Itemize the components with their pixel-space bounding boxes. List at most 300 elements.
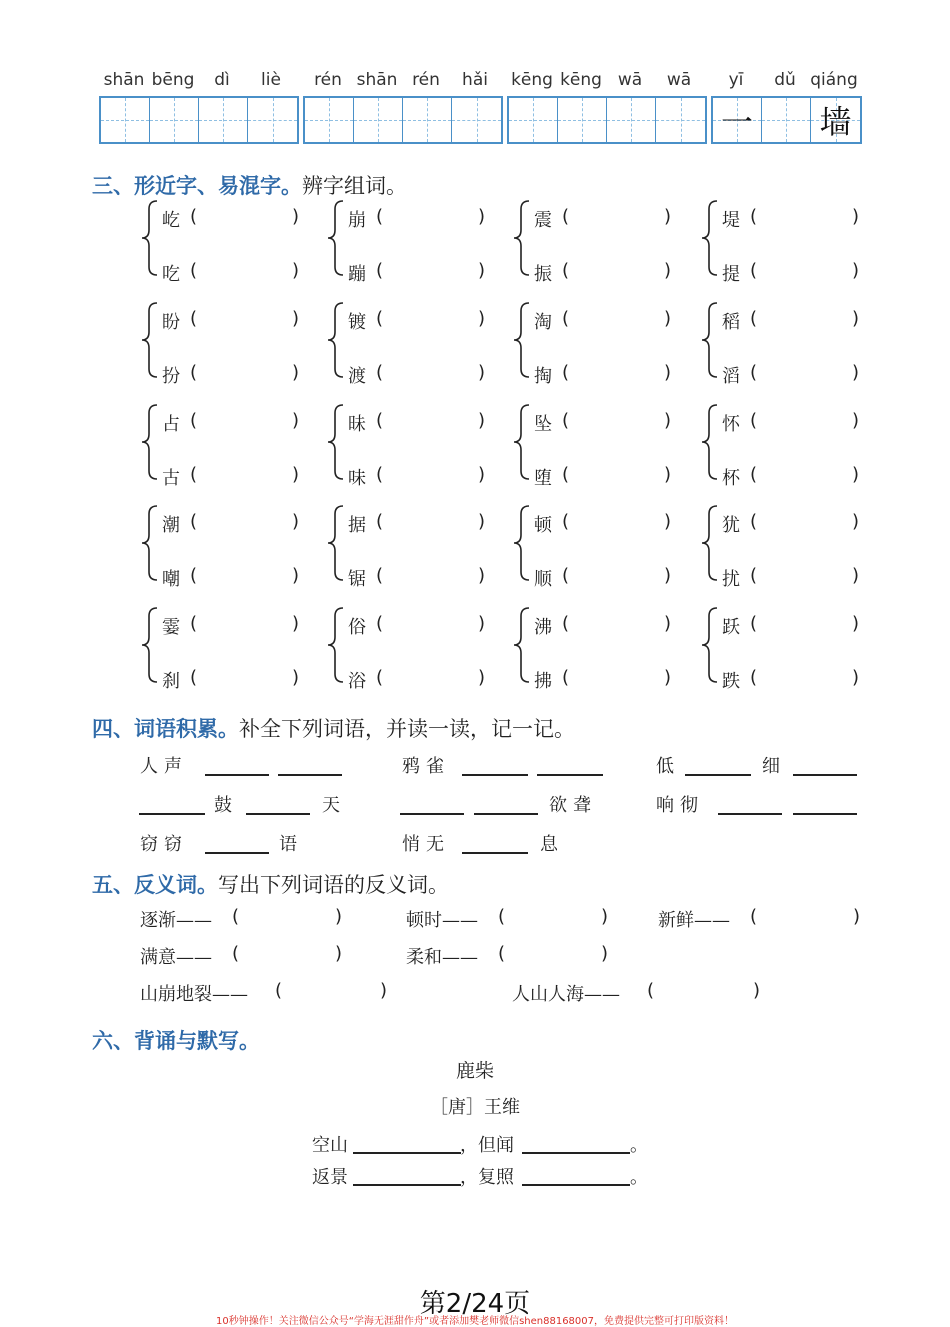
answer-space[interactable]: [762, 362, 852, 386]
char-word: 盼: [162, 312, 180, 333]
paren-close: ): [292, 511, 300, 532]
char-pair: [140, 613, 300, 692]
paren-open: (: [190, 667, 198, 688]
paren-open: (: [376, 667, 384, 688]
idiom-text: 鸦雀: [402, 756, 450, 777]
brace-icon: [700, 198, 718, 278]
paren-close: ): [478, 565, 486, 586]
char-pair: [140, 511, 300, 590]
answer-space[interactable]: [511, 941, 596, 967]
paren-open: (: [750, 206, 758, 227]
pinyin-label: dǔ: [774, 70, 796, 90]
answer-space[interactable]: [202, 565, 292, 589]
writing-grid: [711, 96, 862, 144]
char-word: 振: [534, 264, 552, 285]
paren-close: ): [478, 206, 486, 227]
paren-close: ): [664, 667, 672, 688]
char-word: 提: [722, 264, 740, 285]
char-word: 扰: [722, 569, 740, 590]
paren-open: (: [562, 511, 570, 532]
char-word: 淘: [534, 312, 552, 333]
paren-close: ): [664, 362, 672, 383]
answer-space[interactable]: [202, 308, 292, 332]
paren-close: ): [853, 906, 861, 927]
char-pair: [512, 511, 672, 590]
paren-close: ): [852, 613, 860, 634]
antonym-word: 逐渐——: [140, 910, 212, 931]
answer-blank[interactable]: [278, 774, 342, 776]
idiom-text: 低: [656, 756, 680, 777]
char-word: 怀: [722, 414, 740, 435]
answer-blank[interactable]: [205, 852, 269, 854]
brace-icon: [700, 503, 718, 583]
paren-open: (: [376, 362, 384, 383]
char-word: 占: [162, 414, 180, 435]
paren-close: ): [292, 410, 300, 431]
brace-icon: [512, 605, 530, 685]
answer-space[interactable]: [574, 362, 664, 386]
grid-cell[interactable]: [248, 98, 297, 142]
paren-close: ): [852, 565, 860, 586]
poem-line-mid: ，复照: [460, 1167, 514, 1188]
paren-close: ): [292, 464, 300, 485]
paren-open: (: [376, 308, 384, 329]
char-pair: [700, 308, 860, 387]
brace-icon: [512, 503, 530, 583]
paren-open: (: [647, 980, 655, 1001]
char-pair: [512, 613, 672, 692]
char-word: 霎: [162, 617, 180, 638]
paren-close: ): [664, 511, 672, 532]
brace-icon: [140, 198, 158, 278]
paren-open: (: [562, 308, 570, 329]
pinyin-label: rén: [314, 70, 342, 90]
char-pair: [700, 206, 860, 285]
char-word: 蹦: [348, 264, 366, 285]
char-word: 昧: [348, 414, 366, 435]
answer-space[interactable]: [511, 904, 596, 930]
answer-blank[interactable]: [522, 1152, 630, 1154]
answer-blank[interactable]: [522, 1184, 630, 1186]
paren-open: (: [376, 613, 384, 634]
paren-close: ): [664, 308, 672, 329]
answer-blank[interactable]: [246, 813, 310, 815]
answer-space[interactable]: [388, 308, 478, 332]
pinyin-label: wā: [666, 70, 692, 90]
paren-close: ): [664, 613, 672, 634]
paren-close: ): [852, 410, 860, 431]
answer-space[interactable]: [202, 362, 292, 386]
paren-open: (: [376, 511, 384, 532]
poem-line-mid: ，但闻: [460, 1135, 514, 1156]
answer-space[interactable]: [574, 613, 664, 637]
char-word: 味: [348, 468, 366, 489]
answer-space[interactable]: [762, 308, 852, 332]
char-word: 掏: [534, 366, 552, 387]
grid-cell[interactable]: [150, 98, 199, 142]
paren-close: ): [478, 511, 486, 532]
char-word: 稻: [722, 312, 740, 333]
paren-open: (: [498, 906, 506, 927]
paren-open: (: [562, 410, 570, 431]
grid-cell[interactable]: [199, 98, 248, 142]
paren-open: (: [562, 260, 570, 281]
char-pair: [326, 511, 486, 590]
paren-open: (: [562, 362, 570, 383]
pinyin-label: liè: [261, 70, 281, 90]
grid-cell[interactable]: [403, 98, 452, 142]
brace-icon: [140, 300, 158, 380]
char-pair: [140, 206, 300, 285]
idiom-text: 悄无: [402, 834, 450, 855]
char-word: 据: [348, 515, 366, 536]
char-pair: [700, 613, 860, 692]
char-word: 滔: [722, 366, 740, 387]
paren-open: (: [275, 980, 283, 1001]
paren-open: (: [750, 511, 758, 532]
grid-cell[interactable]: [305, 98, 354, 142]
poem-author: ［唐］王维: [430, 1097, 520, 1118]
paren-open: (: [562, 667, 570, 688]
antonym-word: 人山人海——: [512, 984, 620, 1005]
idiom-text: 人声: [140, 756, 188, 777]
pinyin-label: yī: [728, 70, 744, 90]
answer-blank[interactable]: [685, 774, 751, 776]
char-word: 镀: [348, 312, 366, 333]
answer-space[interactable]: [660, 978, 750, 1004]
idiom-text: 天: [322, 795, 346, 816]
paren-open: (: [190, 362, 198, 383]
paren-open: (: [376, 206, 384, 227]
answer-space[interactable]: [574, 308, 664, 332]
section-4-title: 四、词语积累。补全下列词语，并读一读，记一记。: [92, 717, 575, 741]
char-pair: [326, 308, 486, 387]
char-word: 坠: [534, 414, 552, 435]
char-word: 崩: [348, 210, 366, 231]
poem-line-start: 返景: [312, 1167, 348, 1188]
answer-space[interactable]: [574, 511, 664, 535]
char-pair: [326, 410, 486, 489]
paren-close: ): [478, 464, 486, 485]
paren-close: ): [335, 906, 343, 927]
answer-space[interactable]: [574, 260, 664, 284]
paren-open: (: [190, 206, 198, 227]
paren-open: (: [232, 906, 240, 927]
answer-space[interactable]: [202, 260, 292, 284]
answer-blank[interactable]: [400, 813, 464, 815]
answer-space[interactable]: [388, 511, 478, 535]
idiom-text: 鼓: [214, 795, 238, 816]
brace-icon: [326, 402, 344, 482]
pinyin-label: kēng: [511, 70, 553, 90]
paren-open: (: [376, 464, 384, 485]
paren-close: ): [478, 362, 486, 383]
paren-open: (: [232, 943, 240, 964]
paren-close: ): [664, 464, 672, 485]
brace-icon: [326, 198, 344, 278]
paren-close: ): [664, 410, 672, 431]
answer-space[interactable]: [763, 904, 848, 930]
grid-cell[interactable]: [452, 98, 501, 142]
paren-close: ): [852, 511, 860, 532]
paren-close: ): [753, 980, 761, 1001]
char-pair: [512, 410, 672, 489]
grid-cell[interactable]: [354, 98, 403, 142]
answer-blank[interactable]: [462, 852, 528, 854]
paren-open: (: [562, 565, 570, 586]
paren-close: ): [292, 613, 300, 634]
pinyin-label: dì: [214, 70, 230, 90]
answer-space[interactable]: [388, 206, 478, 230]
char-word: 犹: [722, 515, 740, 536]
paren-close: ): [478, 667, 486, 688]
paren-open: (: [376, 260, 384, 281]
pinyin-label: bēng: [151, 70, 195, 90]
paren-close: ): [664, 565, 672, 586]
paren-open: (: [190, 511, 198, 532]
brace-icon: [700, 605, 718, 685]
char-word: 跃: [722, 617, 740, 638]
answer-space[interactable]: [202, 206, 292, 230]
answer-space[interactable]: [202, 667, 292, 691]
paren-close: ): [664, 206, 672, 227]
paren-close: ): [292, 565, 300, 586]
answer-blank[interactable]: [793, 813, 857, 815]
answer-space[interactable]: [574, 667, 664, 691]
char-pair: [512, 308, 672, 387]
char-word: 嘲: [162, 569, 180, 590]
grid-cell[interactable]: [607, 98, 656, 142]
paren-open: (: [190, 410, 198, 431]
char-word: 顿: [534, 515, 552, 536]
paren-close: ): [852, 362, 860, 383]
grid-cell: 一: [713, 98, 762, 142]
brace-icon: [512, 402, 530, 482]
answer-space[interactable]: [762, 410, 852, 434]
poem-line-end: 。: [630, 1167, 648, 1188]
char-word: 跌: [722, 671, 740, 692]
brace-icon: [140, 503, 158, 583]
paren-open: (: [498, 943, 506, 964]
answer-space[interactable]: [762, 464, 852, 488]
poem-line-start: 空山: [312, 1135, 348, 1156]
answer-space[interactable]: [762, 565, 852, 589]
paren-close: ): [601, 906, 609, 927]
char-word: 屹: [162, 210, 180, 231]
paren-open: (: [750, 906, 758, 927]
paren-open: (: [750, 260, 758, 281]
paren-open: (: [562, 206, 570, 227]
brace-icon: [140, 605, 158, 685]
paren-close: ): [664, 260, 672, 281]
brace-icon: [700, 402, 718, 482]
answer-space[interactable]: [762, 260, 852, 284]
page-number: 第2/24页: [419, 1289, 531, 1319]
paren-close: ): [292, 308, 300, 329]
paren-close: ): [380, 980, 388, 1001]
char-word: 沸: [534, 617, 552, 638]
answer-blank[interactable]: [462, 774, 528, 776]
section-6-title: 六、背诵与默写。: [92, 1029, 260, 1053]
answer-space[interactable]: [388, 260, 478, 284]
paren-open: (: [562, 613, 570, 634]
answer-space[interactable]: [574, 410, 664, 434]
answer-space[interactable]: [202, 511, 292, 535]
antonym-word: 山崩地裂——: [140, 984, 248, 1005]
brace-icon: [326, 605, 344, 685]
brace-icon: [326, 300, 344, 380]
paren-close: ): [292, 667, 300, 688]
answer-space[interactable]: [202, 410, 292, 434]
writing-grid: [507, 96, 707, 144]
grid-cell: 墙: [811, 98, 860, 142]
char-word: 拂: [534, 671, 552, 692]
paren-close: ): [852, 308, 860, 329]
answer-space[interactable]: [202, 464, 292, 488]
paren-close: ): [478, 308, 486, 329]
paren-close: ): [478, 410, 486, 431]
answer-blank[interactable]: [537, 774, 603, 776]
writing-grid: [99, 96, 299, 144]
answer-space[interactable]: [762, 511, 852, 535]
paren-open: (: [750, 308, 758, 329]
pinyin-label: kēng: [560, 70, 602, 90]
answer-space[interactable]: [245, 941, 330, 967]
idiom-text: 欲聋: [549, 795, 597, 816]
char-word: 堤: [722, 210, 740, 231]
paren-open: (: [190, 613, 198, 634]
paren-open: (: [750, 362, 758, 383]
paren-close: ): [852, 667, 860, 688]
answer-space[interactable]: [288, 978, 376, 1004]
char-pair: [700, 511, 860, 590]
char-pair: [140, 308, 300, 387]
pinyin-label: qiáng: [810, 70, 858, 90]
grid-cell[interactable]: [509, 98, 558, 142]
char-pair: [700, 410, 860, 489]
char-word: 堕: [534, 468, 552, 489]
paren-open: (: [750, 565, 758, 586]
paren-close: ): [601, 943, 609, 964]
answer-blank[interactable]: [353, 1184, 461, 1186]
answer-space[interactable]: [388, 410, 478, 434]
section-5-title: 五、反义词。写出下列词语的反义词。: [92, 873, 449, 897]
char-word: 刹: [162, 671, 180, 692]
answer-space[interactable]: [762, 206, 852, 230]
paren-open: (: [376, 565, 384, 586]
brace-icon: [512, 300, 530, 380]
char-pair: [326, 613, 486, 692]
char-pair: [140, 410, 300, 489]
answer-space[interactable]: [574, 206, 664, 230]
char-word: 顺: [534, 569, 552, 590]
answer-blank[interactable]: [353, 1152, 461, 1154]
poem-line-end: 。: [630, 1135, 648, 1156]
answer-space[interactable]: [762, 667, 852, 691]
paren-open: (: [190, 464, 198, 485]
paren-close: ): [292, 206, 300, 227]
answer-space[interactable]: [762, 613, 852, 637]
paren-close: ): [478, 260, 486, 281]
char-word: 浴: [348, 671, 366, 692]
answer-space[interactable]: [574, 565, 664, 589]
idiom-text: 细: [762, 756, 786, 777]
answer-space[interactable]: [388, 362, 478, 386]
char-word: 俗: [348, 617, 366, 638]
idiom-text: 语: [279, 834, 303, 855]
answer-space[interactable]: [388, 667, 478, 691]
paren-close: ): [292, 362, 300, 383]
grid-cell[interactable]: [101, 98, 150, 142]
char-word: 潮: [162, 515, 180, 536]
answer-blank[interactable]: [474, 813, 538, 815]
char-word: 锯: [348, 569, 366, 590]
char-word: 扮: [162, 366, 180, 387]
char-word: 杯: [722, 468, 740, 489]
char-word: 渡: [348, 366, 366, 387]
idiom-text: 响彻: [656, 795, 704, 816]
char-pair: [512, 206, 672, 285]
antonym-word: 柔和——: [406, 947, 478, 968]
idiom-text: 窃窃: [140, 834, 188, 855]
char-pair: [326, 206, 486, 285]
paren-open: (: [750, 464, 758, 485]
paren-open: (: [376, 410, 384, 431]
pinyin-label: rén: [412, 70, 440, 90]
poem-title: 鹿柴: [455, 1060, 494, 1082]
grid-cell[interactable]: [656, 98, 705, 142]
answer-blank[interactable]: [139, 813, 205, 815]
antonym-word: 顿时——: [406, 910, 478, 931]
char-word: 古: [162, 468, 180, 489]
answer-blank[interactable]: [718, 813, 782, 815]
brace-icon: [700, 300, 718, 380]
antonym-word: 满意——: [140, 947, 212, 968]
pinyin-label: shān: [103, 70, 145, 90]
paren-open: (: [750, 667, 758, 688]
answer-blank[interactable]: [793, 774, 857, 776]
answer-space[interactable]: [245, 904, 330, 930]
paren-open: (: [190, 308, 198, 329]
pinyin-label: hǎi: [462, 70, 488, 90]
answer-space[interactable]: [574, 464, 664, 488]
answer-space[interactable]: [202, 613, 292, 637]
brace-icon: [512, 198, 530, 278]
paren-close: ): [852, 206, 860, 227]
paren-close: ): [478, 613, 486, 634]
brace-icon: [140, 402, 158, 482]
grid-cell[interactable]: [558, 98, 607, 142]
answer-space[interactable]: [388, 613, 478, 637]
writing-grid: [303, 96, 503, 144]
answer-blank[interactable]: [205, 774, 269, 776]
paren-close: ): [852, 260, 860, 281]
grid-cell[interactable]: [762, 98, 811, 142]
answer-space[interactable]: [388, 464, 478, 488]
paren-close: ): [292, 260, 300, 281]
paren-open: (: [190, 260, 198, 281]
section-3-title: 三、形近字、易混字。辨字组词。: [92, 174, 407, 198]
paren-open: (: [750, 410, 758, 431]
paren-close: ): [335, 943, 343, 964]
brace-icon: [326, 503, 344, 583]
paren-close: ): [852, 464, 860, 485]
pinyin-label: wā: [617, 70, 643, 90]
pinyin-label: shān: [356, 70, 398, 90]
paren-open: (: [750, 613, 758, 634]
answer-space[interactable]: [388, 565, 478, 589]
paren-open: (: [562, 464, 570, 485]
